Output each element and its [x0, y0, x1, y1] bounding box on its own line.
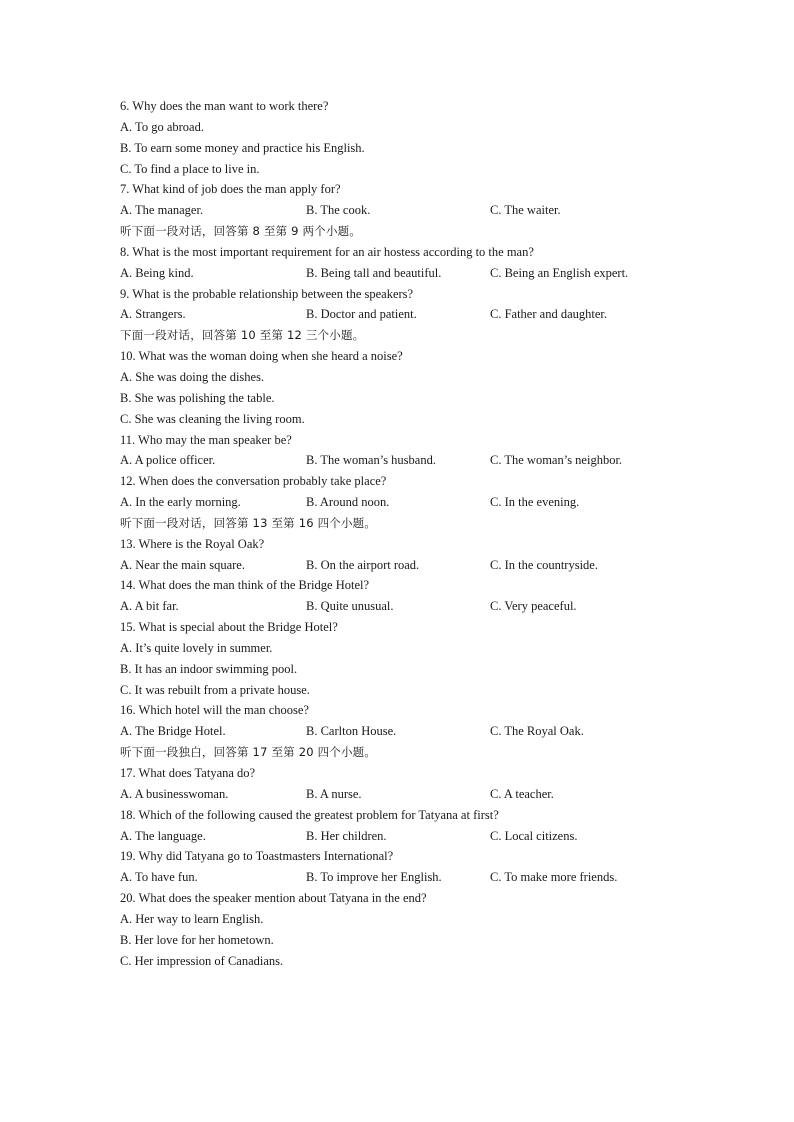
option-b: B. Being tall and beautiful.: [306, 265, 442, 280]
option-b: B. A nurse.: [306, 786, 362, 801]
question-text: 17. What does Tatyana do?: [120, 766, 256, 780]
question-text: 13. Where is the Royal Oak?: [120, 536, 265, 551]
question-text: 9. What is the probable relationship between the speakers?: [120, 286, 414, 301]
option-c: C. Local citizens.: [490, 828, 578, 843]
section-instruction: 听下面一段对话，回答第 13 至第 16 四个小题。: [120, 515, 377, 530]
question-text: 11. Who may the man speaker be?: [120, 432, 292, 447]
option-b: B. Carlton House.: [306, 724, 397, 739]
option-c: C. To make more friends.: [490, 870, 618, 885]
option-row: [120, 200, 680, 221]
option-line: A. To go abroad.: [120, 119, 204, 134]
question-text: 18. Which of the following caused the greatest problem for Tatyana at first?: [120, 807, 499, 822]
option-a: A. A bit far.: [120, 599, 179, 614]
question-text: 16. Which hotel will the man choose?: [120, 703, 309, 718]
option-line: B. To earn some money and practice his English.: [120, 140, 365, 155]
option-row: [120, 263, 680, 284]
option-row: [120, 492, 680, 513]
option-c: C. The woman’s neighbor.: [490, 453, 623, 468]
option-a: A. Near the main square.: [120, 557, 245, 572]
option-row: [120, 555, 680, 576]
option-a: A. A businesswoman.: [120, 786, 229, 801]
question-text: 20. What does the speaker mention about Tatyana in the end?: [120, 891, 427, 906]
option-line: B. Her love for her hometown.: [120, 932, 274, 947]
option-a: A. The manager.: [120, 203, 204, 218]
option-c: C. A teacher.: [490, 786, 554, 801]
question-text: 19. Why did Tatyana go to Toastmasters International?: [120, 849, 394, 864]
option-b: B. Doctor and patient.: [306, 307, 417, 322]
option-c: C. The waiter.: [490, 203, 561, 218]
option-row: [120, 450, 680, 471]
question-text: 10. What was the woman doing when she heard a noise?: [120, 349, 403, 364]
section-instruction: 听下面一段对话，回答第 8 至第 9 两个小题。: [120, 224, 362, 239]
option-b: B. On the airport road.: [306, 557, 420, 572]
question-text: 7. What kind of job does the man apply for?: [120, 182, 341, 197]
option-line: B. She was polishing the table.: [120, 390, 275, 405]
question-text: 15. What is special about the Bridge Hotel?: [120, 620, 338, 635]
option-b: B. The cook.: [306, 203, 371, 218]
option-a: A. To have fun.: [120, 870, 198, 885]
option-line: C. She was cleaning the living room.: [120, 411, 305, 426]
option-line: A. Her way to learn English.: [120, 911, 264, 926]
option-b: B. Around noon.: [306, 495, 390, 510]
option-row: [120, 867, 680, 888]
option-c: C. Father and daughter.: [490, 307, 607, 322]
option-b: B. Her children.: [306, 828, 387, 843]
option-c: C. In the countryside.: [490, 557, 598, 572]
option-a: A. The Bridge Hotel.: [120, 724, 226, 739]
option-line: C. To find a place to live in.: [120, 161, 260, 176]
question-text: 6. Why does the man want to work there?: [120, 99, 329, 113]
question-text: 8. What is the most important requirement for an air hostess according to the man?: [120, 244, 534, 259]
exam-page: [120, 96, 680, 971]
option-line: C. Her impression of Canadians.: [120, 953, 284, 968]
option-line: A. It’s quite lovely in summer.: [120, 640, 273, 655]
option-c: C. In the evening.: [490, 495, 580, 510]
option-a: A. In the early morning.: [120, 495, 241, 510]
option-c: C. Very peaceful.: [490, 599, 577, 614]
option-row: [120, 304, 680, 325]
option-c: C. The Royal Oak.: [490, 724, 584, 739]
section-instruction: 下面一段对话，回答第 10 至第 12 三个小题。: [120, 328, 365, 343]
option-a: A. Being kind.: [120, 265, 194, 280]
question-text: 12. When does the conversation probably take place?: [120, 474, 387, 489]
option-line: B. It has an indoor swimming pool.: [120, 661, 298, 676]
option-a: A. Strangers.: [120, 307, 186, 322]
option-line: C. It was rebuilt from a private house.: [120, 682, 310, 697]
option-row: [120, 596, 680, 617]
option-a: A. A police officer.: [120, 453, 216, 468]
section-instruction: 听下面一段独白，回答第 17 至第 20 四个小题。: [120, 745, 377, 760]
option-a: A. The language.: [120, 828, 206, 843]
option-c: C. Being an English expert.: [490, 265, 629, 280]
option-row: [120, 721, 680, 742]
option-b: B. The woman’s husband.: [306, 453, 436, 468]
option-b: B. To improve her English.: [306, 870, 442, 885]
question-text: 14. What does the man think of the Bridge Hotel?: [120, 578, 370, 593]
option-row: [120, 784, 680, 805]
option-b: B. Quite unusual.: [306, 599, 394, 614]
option-row: [120, 826, 680, 847]
option-line: A. She was doing the dishes.: [120, 369, 265, 384]
